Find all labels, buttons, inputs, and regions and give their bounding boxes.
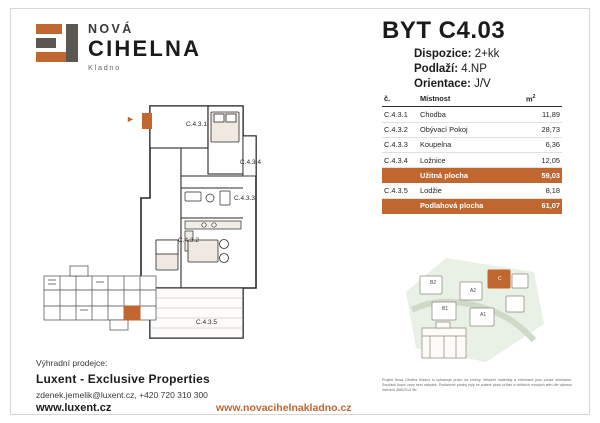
spec-orientace <box>414 78 491 90</box>
cell-area: 6,36 <box>524 137 562 152</box>
cell-room: Obývací Pokoj <box>418 122 524 137</box>
site-building-label: A1 <box>480 312 487 318</box>
cell-area: 28,73 <box>524 122 562 137</box>
page-title: BYT C4.03 <box>382 17 506 44</box>
cell-number: C.4.3.1 <box>382 107 418 122</box>
cell-room: Lodžie <box>418 183 524 198</box>
site-map <box>394 252 554 367</box>
spec-dispozice-value: 2+kk <box>474 48 500 60</box>
cell-number <box>382 168 418 183</box>
spec-orientace-value: J/V <box>474 78 491 90</box>
spec-podlazi-label: Podlaží: <box>414 63 459 75</box>
spec-dispozice-label: Dispozice: <box>414 48 472 60</box>
building-keyplan <box>40 262 160 344</box>
footer-project-url[interactable]: www.novacihelnakladno.cz <box>216 402 352 414</box>
keyplan-drawing <box>40 262 160 344</box>
cell-area: 59,03 <box>524 168 562 183</box>
logo-brand-top: NOVÁ <box>88 22 134 36</box>
entry-marker: ► <box>126 114 135 124</box>
cell-area: 12,05 <box>524 153 562 168</box>
table-row <box>382 198 562 213</box>
table-header-row <box>382 92 562 107</box>
cell-room: Podlahová plocha <box>418 198 524 213</box>
footer-company: Luxent - Exclusive Properties <box>36 372 210 386</box>
footer-note: Výhradní prodejce: <box>36 358 108 368</box>
cell-area: 61,07 <box>524 198 562 213</box>
room-label: C.4.3.3 <box>234 195 255 202</box>
cell-number <box>382 198 418 213</box>
spec-podlazi <box>414 63 487 75</box>
site-building-label: B1 <box>442 306 449 312</box>
th-area: $m^2$ <box>524 92 562 107</box>
site-building-label: C <box>498 276 502 282</box>
brand-logo <box>36 22 236 72</box>
logo-mark-icon <box>36 24 78 64</box>
room-label: C.4.3.4 <box>240 159 261 166</box>
table-row <box>382 122 562 137</box>
site-map-drawing <box>394 252 554 367</box>
spec-orientace-label: Orientace: <box>414 78 471 90</box>
cell-room: Koupelna <box>418 137 524 152</box>
table-row <box>382 107 562 122</box>
cell-number: C.4.3.4 <box>382 153 418 168</box>
spec-dispozice <box>414 48 499 60</box>
table-row <box>382 183 562 198</box>
cell-area: 11,89 <box>524 107 562 122</box>
th-room: Místnost <box>418 92 524 107</box>
table-row <box>382 153 562 168</box>
footer-disclaimer: Projekt Nová Cihelna Kladno si vyhrazuje právo na změny. Veškeré materiály a informace jsou pouze orientační. Součástí kupní ceny není nábytek. Podlahové plochy byly ze vňatné ploch příček a vnitřních nosných stěn dle výkresu nařízení 366/2013 Sb. <box>382 378 572 392</box>
room-label: C.4.3.5 <box>196 319 217 326</box>
footer-contact[interactable]: zdenek.jemelik@luxent.cz, +420 720 310 300 <box>36 390 208 400</box>
table-row <box>382 137 562 152</box>
site-building-label: B2 <box>430 280 437 286</box>
keyplan-highlight <box>124 306 140 320</box>
table-row <box>382 168 562 183</box>
cell-room: Chodba <box>418 107 524 122</box>
cell-room: Užitná plocha <box>418 168 524 183</box>
room-label: C.4.3.2 <box>178 237 199 244</box>
room-area-table <box>382 92 562 214</box>
logo-text <box>88 22 201 72</box>
cell-number: C.4.3.3 <box>382 137 418 152</box>
logo-brand-main: CIHELNA <box>88 36 202 61</box>
site-building-label: A2 <box>470 288 477 294</box>
spec-podlazi-value: 4.NP <box>461 63 487 75</box>
cell-area: 8,18 <box>524 183 562 198</box>
room-label: C.4.3.1 <box>186 121 207 128</box>
footer-web[interactable]: www.luxent.cz <box>36 402 112 414</box>
cell-number: C.4.3.2 <box>382 122 418 137</box>
cell-room: Ložnice <box>418 153 524 168</box>
cell-number: C.4.3.5 <box>382 183 418 198</box>
logo-brand-sub: Kladno <box>88 63 121 72</box>
th-number: č. <box>382 92 418 107</box>
